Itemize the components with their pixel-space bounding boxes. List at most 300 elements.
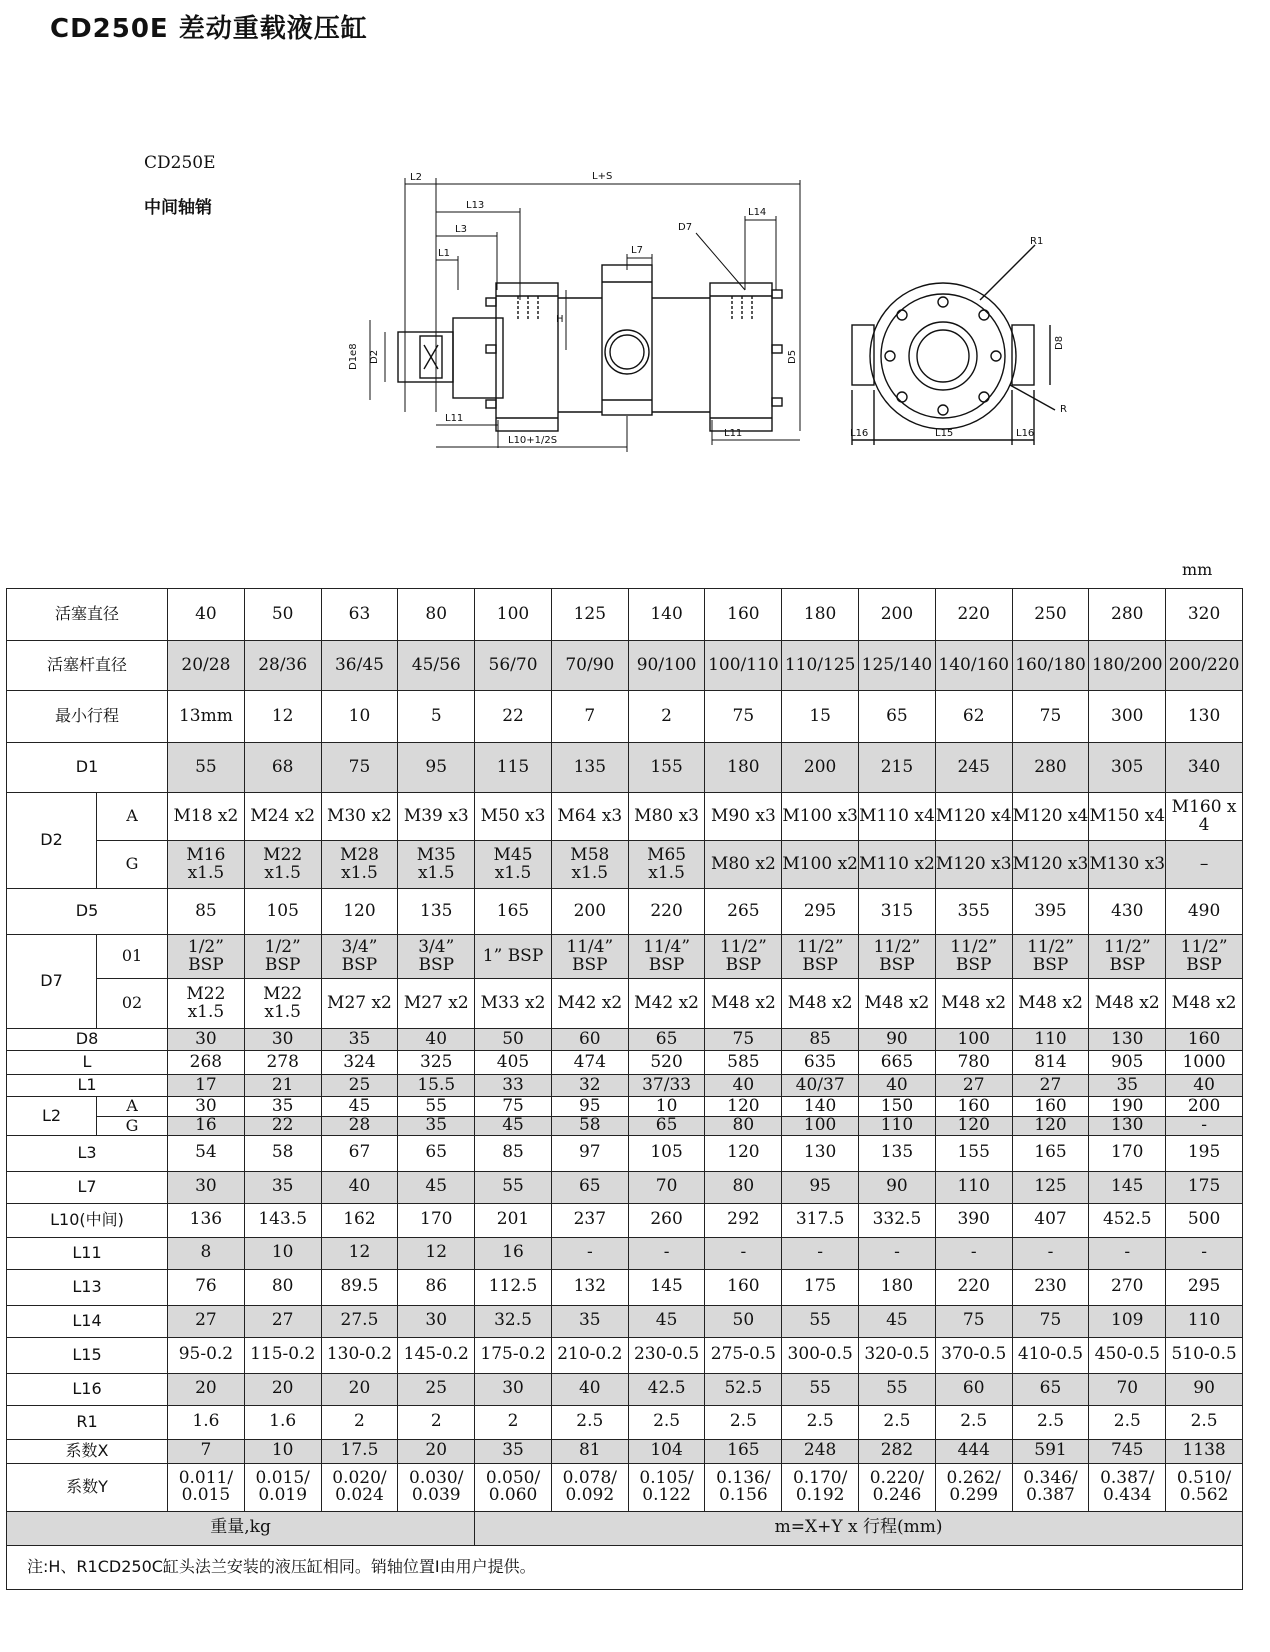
label-l11-left: L11 [445, 413, 464, 424]
table-cell: 0.136/ 0.156 [705, 1463, 782, 1511]
table-cell: 40 [705, 1075, 782, 1097]
table-cell: 150 [859, 1097, 936, 1117]
table-cell: 115-0.2 [244, 1337, 321, 1373]
row-label: L [7, 1051, 168, 1075]
table-cell: 65 [859, 691, 936, 743]
table-cell: 45 [475, 1117, 552, 1136]
table-cell: 395 [1012, 889, 1089, 935]
table-cell: 15.5 [398, 1075, 475, 1097]
table-cell: 65 [551, 1171, 628, 1203]
table-cell: 20 [321, 1373, 398, 1405]
table-cell: 35 [551, 1305, 628, 1337]
table-cell: 35 [244, 1097, 321, 1117]
table-cell: 270 [1089, 1269, 1166, 1305]
table-cell: 55 [398, 1097, 475, 1117]
table-cell: 11/2” BSP [859, 935, 936, 979]
table-cell: 10 [244, 1439, 321, 1463]
table-cell: 20 [398, 1439, 475, 1463]
table-cell: 355 [935, 889, 1012, 935]
table-cell: M35 x1.5 [398, 841, 475, 889]
table-cell: 591 [1012, 1439, 1089, 1463]
table-cell: - [628, 1237, 705, 1269]
table-cell: 110 [1166, 1305, 1243, 1337]
table-cell: 332.5 [859, 1203, 936, 1237]
table-row [7, 1337, 1243, 1373]
label-l14: L14 [748, 207, 767, 218]
table-cell: - [1089, 1237, 1166, 1269]
row-label: D2 [7, 793, 97, 889]
table-cell: - [551, 1237, 628, 1269]
table-cell: - [1012, 1237, 1089, 1269]
label-d5: D5 [787, 349, 798, 364]
table-cell: 10 [628, 1097, 705, 1117]
table-cell: 50 [244, 589, 321, 641]
table-cell: 40 [321, 1171, 398, 1203]
table-cell: 180 [782, 589, 859, 641]
table-cell: 65 [628, 1117, 705, 1136]
table-cell: 1138 [1166, 1439, 1243, 1463]
table-cell: 340 [1166, 743, 1243, 793]
table-cell: 75 [705, 691, 782, 743]
table-cell: 160 [705, 589, 782, 641]
table-cell: M42 x2 [551, 979, 628, 1029]
table-row [7, 1463, 1243, 1511]
table-cell: 45 [398, 1171, 475, 1203]
table-cell: 145 [1089, 1171, 1166, 1203]
table-cell: - [782, 1237, 859, 1269]
table-cell: M58 x1.5 [551, 841, 628, 889]
table-cell: 190 [1089, 1097, 1166, 1117]
row-label: 活塞杆直径 [7, 641, 168, 691]
table-cell: 11/2” BSP [1012, 935, 1089, 979]
table-cell: 55 [859, 1373, 936, 1405]
table-cell: M110 x2 [859, 841, 936, 889]
table-cell: 30 [168, 1029, 245, 1051]
table-cell: 16 [475, 1237, 552, 1269]
label-d8: D8 [1054, 335, 1065, 350]
label-l10: L10+1/2S [508, 435, 558, 446]
table-cell: 10 [244, 1237, 321, 1269]
row-label: L11 [7, 1237, 168, 1269]
table-cell: 230 [1012, 1269, 1089, 1305]
table-cell: 30 [168, 1097, 245, 1117]
table-cell: 11/4” BSP [551, 935, 628, 979]
table-cell: 245 [935, 743, 1012, 793]
table-cell: 11/4” BSP [628, 935, 705, 979]
table-cell: 200 [551, 889, 628, 935]
row-label: D1 [7, 743, 168, 793]
table-cell: M48 x2 [782, 979, 859, 1029]
table-cell: 635 [782, 1051, 859, 1075]
table-cell: 2.5 [1166, 1405, 1243, 1439]
table-note: 注:H、R1CD250C缸头法兰安装的液压缸相同。销轴位置I由用户提供。 [7, 1545, 1243, 1589]
table-cell: 315 [859, 889, 936, 935]
table-cell: 5 [398, 691, 475, 743]
table-cell: 37/33 [628, 1075, 705, 1097]
table-cell: 97 [551, 1135, 628, 1171]
table-row [7, 1117, 1243, 1136]
table-cell: 100 [475, 589, 552, 641]
table-row [7, 1029, 1243, 1051]
table-cell: 70/90 [551, 641, 628, 691]
table-cell: 11/2” BSP [705, 935, 782, 979]
table-cell: 11/2” BSP [1089, 935, 1166, 979]
table-cell: 268 [168, 1051, 245, 1075]
table-cell: 27.5 [321, 1305, 398, 1337]
weight-label: 重量,kg [7, 1511, 475, 1545]
table-cell: 70 [1089, 1373, 1166, 1405]
table-cell: 110 [935, 1171, 1012, 1203]
table-cell: 665 [859, 1051, 936, 1075]
table-cell: 80 [705, 1171, 782, 1203]
table-cell: 70 [628, 1171, 705, 1203]
table-cell: 295 [1166, 1269, 1243, 1305]
row-sublabel: 01 [97, 935, 168, 979]
table-cell: 40 [168, 589, 245, 641]
table-cell: 45 [321, 1097, 398, 1117]
table-cell: 0.510/ 0.562 [1166, 1463, 1243, 1511]
table-cell: M22 x1.5 [244, 979, 321, 1029]
row-label: 最小行程 [7, 691, 168, 743]
table-cell: 75 [705, 1029, 782, 1051]
table-cell: 65 [398, 1135, 475, 1171]
table-row [7, 589, 1243, 641]
table-cell: 27 [1012, 1075, 1089, 1097]
table-cell: 100 [935, 1029, 1012, 1051]
table-cell: 22 [475, 691, 552, 743]
table-cell: 17 [168, 1075, 245, 1097]
table-cell: 320-0.5 [859, 1337, 936, 1373]
label-l1: L1 [438, 248, 450, 259]
table-cell: 500 [1166, 1203, 1243, 1237]
table-cell: 68 [244, 743, 321, 793]
table-cell: 2.5 [1012, 1405, 1089, 1439]
table-cell: 220 [628, 889, 705, 935]
table-cell: 90/100 [628, 641, 705, 691]
table-cell: 265 [705, 889, 782, 935]
table-cell: 67 [321, 1135, 398, 1171]
table-cell: 17.5 [321, 1439, 398, 1463]
table-cell: 745 [1089, 1439, 1166, 1463]
table-cell: 28 [321, 1117, 398, 1136]
table-cell: 85 [168, 889, 245, 935]
table-cell: 50 [705, 1305, 782, 1337]
table-cell: 32.5 [475, 1305, 552, 1337]
table-cell: 275-0.5 [705, 1337, 782, 1373]
table-cell: 30 [398, 1305, 475, 1337]
table-cell: 35 [1089, 1075, 1166, 1097]
table-cell: 155 [628, 743, 705, 793]
table-cell: 450-0.5 [1089, 1337, 1166, 1373]
table-cell: 130 [782, 1135, 859, 1171]
table-cell: 295 [782, 889, 859, 935]
table-cell: 15 [782, 691, 859, 743]
note-row [7, 1545, 1243, 1589]
table-cell: 215 [859, 743, 936, 793]
table-cell: 58 [551, 1117, 628, 1136]
table-cell: M42 x2 [628, 979, 705, 1029]
table-cell: 105 [628, 1135, 705, 1171]
table-cell: 40 [1166, 1075, 1243, 1097]
table-cell: M150 x4 [1089, 793, 1166, 841]
table-cell: 132 [551, 1269, 628, 1305]
table-cell: 1.6 [168, 1405, 245, 1439]
table-cell: 105 [244, 889, 321, 935]
table-cell: 1/2” BSP [244, 935, 321, 979]
table-cell: - [935, 1237, 1012, 1269]
table-cell: 135 [551, 743, 628, 793]
cylinder-drawing [0, 0, 1270, 470]
table-cell: 180 [705, 743, 782, 793]
table-row [7, 793, 1243, 841]
label-l11-right: L11 [724, 428, 743, 439]
table-cell: 278 [244, 1051, 321, 1075]
table-cell: 95 [551, 1097, 628, 1117]
table-cell: 0.050/ 0.060 [475, 1463, 552, 1511]
table-cell: 22 [244, 1117, 321, 1136]
table-cell: 12 [321, 1237, 398, 1269]
table-cell: M48 x2 [935, 979, 1012, 1029]
table-row [7, 1439, 1243, 1463]
table-cell: 407 [1012, 1203, 1089, 1237]
table-cell: 58 [244, 1135, 321, 1171]
table-cell: 89.5 [321, 1269, 398, 1305]
table-cell: 2 [628, 691, 705, 743]
table-cell: 430 [1089, 889, 1166, 935]
table-cell: 80 [398, 589, 475, 641]
table-cell: 10 [321, 691, 398, 743]
label-d1e8: D1e8 [348, 343, 359, 370]
table-cell: M48 x2 [859, 979, 936, 1029]
table-cell: M48 x2 [1012, 979, 1089, 1029]
table-row [7, 641, 1243, 691]
table-cell: M30 x2 [321, 793, 398, 841]
table-cell: 120 [935, 1117, 1012, 1136]
row-label: 系数Y [7, 1463, 168, 1511]
table-cell: 65 [1012, 1373, 1089, 1405]
table-cell: M48 x2 [1166, 979, 1243, 1029]
table-cell: M80 x3 [628, 793, 705, 841]
row-label: R1 [7, 1405, 168, 1439]
label-l16-right: L16 [1016, 428, 1035, 439]
side-dimensions [370, 178, 800, 452]
table-cell: 3/4” BSP [321, 935, 398, 979]
row-label: D7 [7, 935, 97, 1029]
table-cell: 780 [935, 1051, 1012, 1075]
table-cell: 100 [782, 1117, 859, 1136]
table-row [7, 1405, 1243, 1439]
table-cell: 2 [321, 1405, 398, 1439]
table-cell: 155 [935, 1135, 1012, 1171]
row-label: L10(中间) [7, 1203, 168, 1237]
table-cell: 60 [551, 1029, 628, 1051]
table-cell: 130 [1089, 1029, 1166, 1051]
table-cell: M65 x1.5 [628, 841, 705, 889]
table-cell: 20 [244, 1373, 321, 1405]
table-cell: M110 x4 [859, 793, 936, 841]
table-cell: 52.5 [705, 1373, 782, 1405]
table-cell: 80 [244, 1269, 321, 1305]
table-cell: 30 [475, 1373, 552, 1405]
table-cell: 165 [1012, 1135, 1089, 1171]
label-ls: L+S [592, 171, 613, 182]
table-row [7, 1135, 1243, 1171]
table-cell: 75 [475, 1097, 552, 1117]
table-cell: 2.5 [782, 1405, 859, 1439]
table-cell: 13mm [168, 691, 245, 743]
table-row [7, 1051, 1243, 1075]
table-cell: 165 [705, 1439, 782, 1463]
table-cell: 55 [782, 1305, 859, 1337]
table-row [7, 979, 1243, 1029]
table-cell: 280 [1012, 743, 1089, 793]
table-cell: 27 [935, 1075, 1012, 1097]
table-cell: 42.5 [628, 1373, 705, 1405]
table-cell: 160 [1012, 1097, 1089, 1117]
table-row [7, 1269, 1243, 1305]
table-cell: 250 [1012, 589, 1089, 641]
table-cell: 80 [705, 1117, 782, 1136]
table-cell: 75 [321, 743, 398, 793]
table-cell: 35 [398, 1117, 475, 1136]
table-cell: 410-0.5 [1012, 1337, 1089, 1373]
table-cell: 11/2” BSP [1166, 935, 1243, 979]
table-cell: 130 [1089, 1117, 1166, 1136]
table-cell: 474 [551, 1051, 628, 1075]
table-cell: 110 [1012, 1029, 1089, 1051]
table-cell: 317.5 [782, 1203, 859, 1237]
table-row [7, 1075, 1243, 1097]
table-cell: 20/28 [168, 641, 245, 691]
table-cell: 140 [628, 589, 705, 641]
table-cell: M16 x1.5 [168, 841, 245, 889]
table-row [7, 1171, 1243, 1203]
label-l13: L13 [466, 200, 485, 211]
table-cell: - [1166, 1237, 1243, 1269]
table-cell: 905 [1089, 1051, 1166, 1075]
table-cell: 2.5 [1089, 1405, 1166, 1439]
table-cell: 120 [1012, 1117, 1089, 1136]
table-cell: 0.170/ 0.192 [782, 1463, 859, 1511]
table-cell: 292 [705, 1203, 782, 1237]
label-r1: R1 [1030, 236, 1044, 247]
table-cell: 95 [782, 1171, 859, 1203]
table-cell: M130 x3 [1089, 841, 1166, 889]
table-cell: M22 x1.5 [244, 841, 321, 889]
table-cell: 2.5 [705, 1405, 782, 1439]
table-cell: 2.5 [859, 1405, 936, 1439]
table-cell: 2 [475, 1405, 552, 1439]
table-cell: 0.015/ 0.019 [244, 1463, 321, 1511]
table-cell: 33 [475, 1075, 552, 1097]
table-cell: 112.5 [475, 1269, 552, 1305]
table-cell: 180/200 [1089, 641, 1166, 691]
table-cell: 28/36 [244, 641, 321, 691]
table-cell: 25 [321, 1075, 398, 1097]
table-cell: 370-0.5 [935, 1337, 1012, 1373]
table-cell: 200 [859, 589, 936, 641]
table-cell: 220 [935, 589, 1012, 641]
table-cell: 45/56 [398, 641, 475, 691]
table-cell: 100/110 [705, 641, 782, 691]
table-cell: - [705, 1237, 782, 1269]
table-cell: 1000 [1166, 1051, 1243, 1075]
table-cell: 145 [628, 1269, 705, 1305]
table-cell: 814 [1012, 1051, 1089, 1075]
table-cell: 320 [1166, 589, 1243, 641]
table-cell: M120 x3 [1012, 841, 1089, 889]
table-cell: 585 [705, 1051, 782, 1075]
table-cell: 35 [244, 1171, 321, 1203]
table-cell: 130-0.2 [321, 1337, 398, 1373]
table-cell: M160 x 4 [1166, 793, 1243, 841]
side-view [398, 265, 782, 431]
table-cell: M120 x4 [1012, 793, 1089, 841]
table-cell: M24 x2 [244, 793, 321, 841]
table-cell: 55 [475, 1171, 552, 1203]
table-cell: 325 [398, 1051, 475, 1075]
table-cell: M100 x3 [782, 793, 859, 841]
table-cell: 324 [321, 1051, 398, 1075]
table-cell: 125 [1012, 1171, 1089, 1203]
table-cell: 130 [1166, 691, 1243, 743]
row-label: L3 [7, 1135, 168, 1171]
label-l3: L3 [455, 224, 467, 235]
table-cell: 62 [935, 691, 1012, 743]
table-cell: - [859, 1237, 936, 1269]
table-cell: 510-0.5 [1166, 1337, 1243, 1373]
table-cell: 115 [475, 743, 552, 793]
table-cell: 60 [935, 1373, 1012, 1405]
table-cell: 85 [475, 1135, 552, 1171]
table-row [7, 935, 1243, 979]
table-cell: 160 [935, 1097, 1012, 1117]
page-title: CD250E 差动重载液压缸 [50, 14, 368, 44]
table-cell: 300 [1089, 691, 1166, 743]
table-cell: 120 [705, 1135, 782, 1171]
table-cell: 280 [1089, 589, 1166, 641]
table-cell: 45 [628, 1305, 705, 1337]
table-cell: 40 [398, 1029, 475, 1051]
label-l7: L7 [631, 245, 643, 256]
table-row [7, 889, 1243, 935]
table-cell: 110 [859, 1117, 936, 1136]
table-cell: M120 x4 [935, 793, 1012, 841]
table-cell: 32 [551, 1075, 628, 1097]
unit-label: mm [1182, 560, 1213, 579]
table-cell: 125 [551, 589, 628, 641]
weight-formula: m=X+Y x 行程(mm) [475, 1511, 1243, 1545]
table-cell: 140/160 [935, 641, 1012, 691]
table-row [7, 1237, 1243, 1269]
table-cell: 165 [475, 889, 552, 935]
table-cell: 452.5 [1089, 1203, 1166, 1237]
table-row [7, 1305, 1243, 1337]
table-cell: 12 [244, 691, 321, 743]
table-cell: 110/125 [782, 641, 859, 691]
table-cell: 76 [168, 1269, 245, 1305]
table-cell: 85 [782, 1029, 859, 1051]
row-label: L2 [7, 1097, 97, 1136]
table-cell: 35 [475, 1439, 552, 1463]
label-l16-left: L16 [850, 428, 869, 439]
table-cell: 200/220 [1166, 641, 1243, 691]
model-label: CD250E [144, 153, 216, 173]
table-cell: 0.220/ 0.246 [859, 1463, 936, 1511]
table-cell: 200 [782, 743, 859, 793]
table-row [7, 841, 1243, 889]
table-cell: 109 [1089, 1305, 1166, 1337]
